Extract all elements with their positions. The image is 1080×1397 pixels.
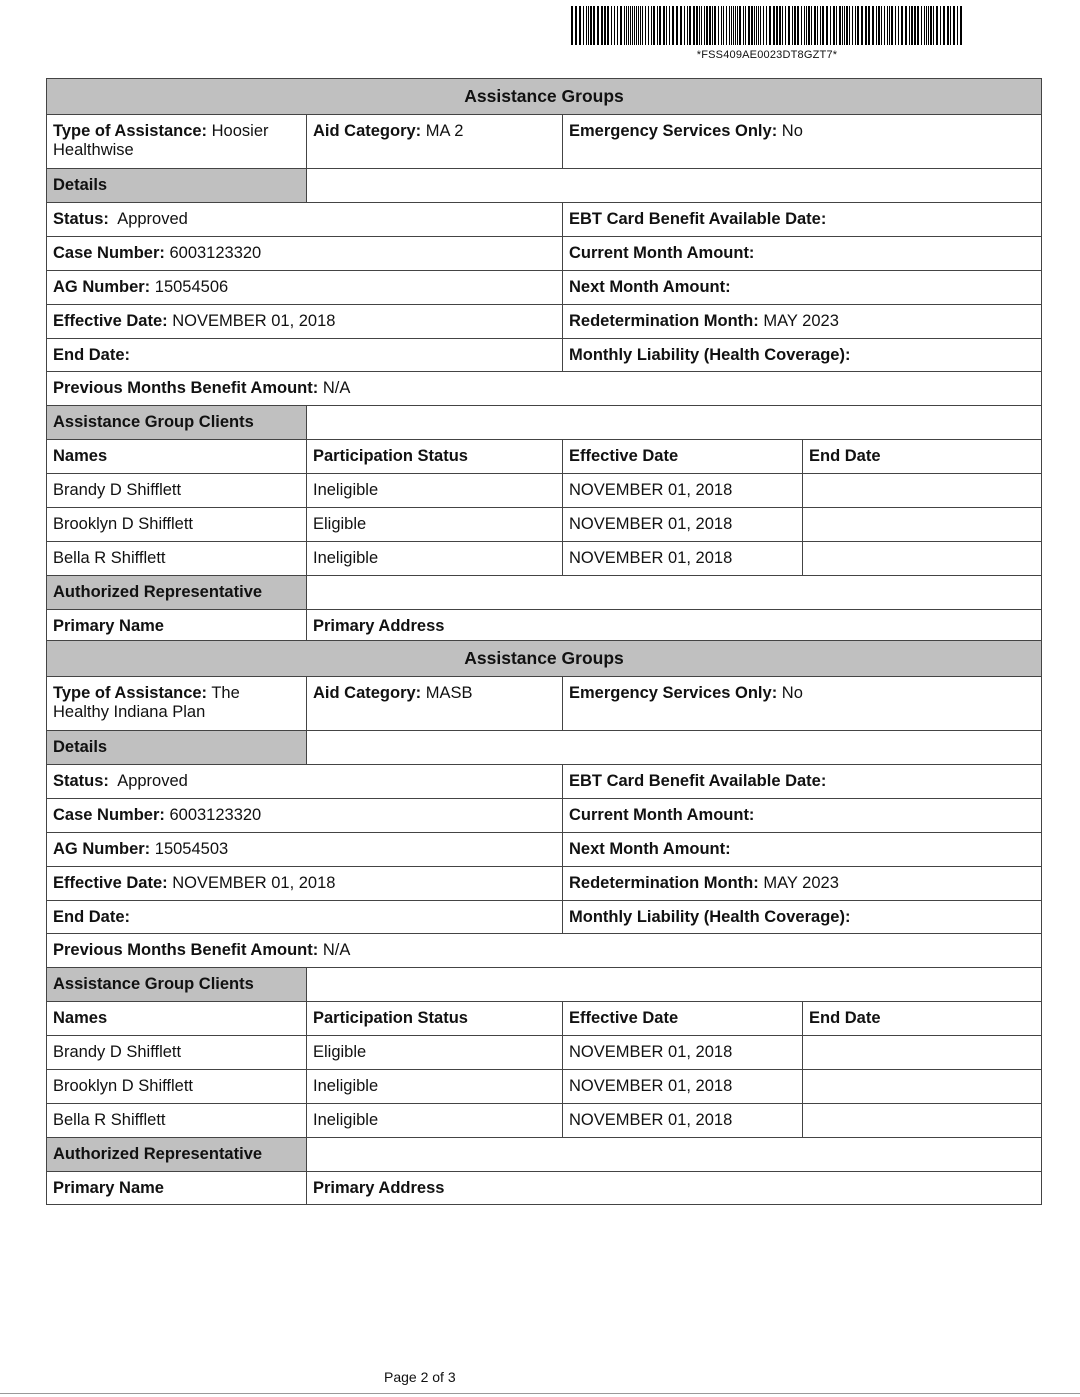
- barcode-bar: [586, 6, 587, 45]
- redetermination-value: MAY 2023: [763, 312, 839, 330]
- barcode-bar: [590, 6, 592, 45]
- barcode-bar: [830, 6, 831, 45]
- case-number-row: [46, 237, 1042, 271]
- barcode-bar: [699, 6, 700, 45]
- barcode-bar: [636, 6, 637, 45]
- next-month-label: Next Month Amount:: [569, 840, 731, 858]
- status-row: [46, 765, 1042, 799]
- barcode-bar: [718, 6, 719, 45]
- ag-number-label: AG Number:: [53, 840, 151, 858]
- barcode-bar: [826, 6, 828, 45]
- client-end: [803, 1036, 1041, 1069]
- barcode-bar: [776, 6, 778, 45]
- barcode-bar: [891, 6, 893, 45]
- barcode-bar: [926, 6, 927, 45]
- barcode-bar: [733, 6, 734, 45]
- redetermination-label: Redetermination Month:: [569, 874, 759, 892]
- monthly-liability-label: Monthly Liability (Health Coverage):: [569, 907, 851, 926]
- emergency-only-cell: [563, 677, 1041, 730]
- client-end: [803, 474, 1041, 507]
- ebt-date-label: EBT Card Benefit Available Date:: [569, 210, 827, 228]
- barcode-bar: [669, 6, 670, 45]
- col-names: Names: [47, 440, 307, 473]
- table-row: [46, 508, 1042, 542]
- barcode-bar: [817, 6, 818, 45]
- end-date-label: End Date:: [53, 907, 131, 926]
- barcode-bar: [739, 6, 741, 45]
- barcode-bar: [933, 6, 934, 45]
- col-end-date: End Date: [809, 1009, 881, 1027]
- barcode-bar: [889, 6, 890, 45]
- clients-label: Assistance Group Clients: [47, 968, 307, 1001]
- barcode-bar: [921, 6, 922, 45]
- barcode-bar: [624, 6, 625, 45]
- auth-rep-label: Authorized Representative: [47, 576, 307, 609]
- current-month-label: Current Month Amount:: [569, 806, 755, 824]
- barcode-bar: [788, 6, 790, 45]
- emergency-only-cell: [563, 115, 1041, 168]
- emergency-only-label: Emergency Services Only:: [569, 122, 778, 140]
- previous-months-row: [46, 372, 1042, 406]
- barcode-bar: [751, 6, 753, 45]
- barcode-bar: [593, 6, 595, 45]
- barcode-bar: [868, 6, 870, 45]
- effective-date-label: Effective Date:: [53, 312, 168, 330]
- barcode-bar: [735, 6, 736, 45]
- barcode-bar: [804, 6, 805, 45]
- barcode-bar: [632, 6, 633, 45]
- barcode-text: *FSS409AE0023DT8GZT7*: [696, 49, 838, 61]
- group-header: Assistance Groups: [464, 86, 624, 106]
- group-header: Assistance Groups: [464, 648, 624, 668]
- previous-months-label: Previous Months Benefit Amount:: [53, 379, 319, 397]
- barcode-bar: [895, 6, 896, 45]
- type-of-assistance-label: Type of Assistance:: [53, 684, 208, 702]
- status-label: Status:: [53, 772, 109, 790]
- ag-number-label: AG Number:: [53, 278, 151, 296]
- barcode-bar: [909, 6, 910, 45]
- barcode-bar: [844, 6, 845, 45]
- primary-name-label: Primary Name: [47, 1172, 307, 1204]
- primary-name-label: Primary Name: [47, 610, 307, 642]
- barcode-bar: [901, 6, 903, 45]
- barcode-bar: [905, 6, 907, 45]
- col-participation-status: Participation Status: [307, 1002, 563, 1035]
- barcode-bar: [957, 6, 958, 45]
- barcode-bar: [898, 6, 899, 45]
- client-end: [803, 1104, 1041, 1137]
- barcode-bar: [943, 6, 945, 45]
- table-row: [46, 1104, 1042, 1138]
- barcode-bar: [628, 6, 629, 45]
- auth-rep-label: Authorized Representative: [47, 1138, 307, 1171]
- barcode-bar: [769, 6, 771, 45]
- barcode-bar: [651, 6, 652, 45]
- barcode-bar: [601, 6, 603, 45]
- barcode-bar: [630, 6, 631, 45]
- barcode-bar: [792, 6, 793, 45]
- col-end-date: End Date: [809, 447, 881, 465]
- ebt-date-label: EBT Card Benefit Available Date:: [569, 772, 827, 790]
- monthly-liability-label: Monthly Liability (Health Coverage):: [569, 345, 851, 364]
- type-of-assistance-value: The Healthy Indiana Plan: [53, 684, 240, 721]
- barcode-bar: [785, 6, 786, 45]
- client-status: Eligible: [307, 1036, 563, 1069]
- barcode-bar: [642, 6, 643, 45]
- previous-months-label: Previous Months Benefit Amount:: [53, 941, 319, 959]
- barcode: [571, 6, 963, 61]
- barcode-bar: [706, 6, 708, 45]
- table-row: [46, 1070, 1042, 1104]
- barcode-bar: [693, 6, 695, 45]
- effective-date-row: [46, 867, 1042, 901]
- aid-category-cell: [307, 677, 563, 730]
- barcode-bar: [924, 6, 925, 45]
- barcode-bar: [597, 6, 599, 45]
- barcode-bar: [928, 6, 929, 45]
- type-of-assistance-label: Type of Assistance:: [53, 122, 208, 140]
- assistance-group-2: [46, 640, 1042, 1205]
- clients-label-row: [46, 968, 1042, 1002]
- aid-category-value: MA 2: [425, 122, 464, 140]
- barcode-bar: [731, 6, 732, 45]
- client-end: [803, 1070, 1041, 1103]
- col-participation-status: Participation Status: [307, 440, 563, 473]
- end-date-row: [46, 901, 1042, 934]
- effective-date-value: NOVEMBER 01, 2018: [172, 312, 336, 330]
- client-status: Ineligible: [307, 1070, 563, 1103]
- barcode-bar: [687, 6, 688, 45]
- client-effective: NOVEMBER 01, 2018: [563, 508, 803, 541]
- emergency-only-value: No: [781, 122, 803, 140]
- barcode-bar: [666, 6, 667, 45]
- aid-category-cell: [307, 115, 563, 168]
- status-row: [46, 203, 1042, 237]
- client-name: Bella R Shifflett: [47, 542, 307, 575]
- client-status: Ineligible: [307, 542, 563, 575]
- barcode-bar: [766, 6, 767, 45]
- barcode-bar: [758, 6, 759, 45]
- primary-row: [46, 610, 1042, 643]
- barcode-bar: [748, 6, 750, 45]
- barcode-bar: [917, 6, 919, 45]
- barcode-bar: [760, 6, 761, 45]
- barcode-bar: [575, 6, 577, 45]
- barcode-bar: [704, 6, 705, 45]
- barcode-bar: [614, 6, 615, 45]
- primary-address-label: Primary Address: [313, 1178, 445, 1197]
- barcode-bar: [729, 6, 730, 45]
- client-name: Brandy D Shifflett: [47, 474, 307, 507]
- ag-number-value: 15054503: [154, 840, 229, 858]
- barcode-bar: [626, 6, 627, 45]
- barcode-bar: [607, 6, 609, 45]
- barcode-bar: [865, 6, 867, 45]
- previous-months-value: N/A: [322, 379, 351, 397]
- status-label: Status:: [53, 210, 109, 228]
- barcode-bar: [849, 6, 850, 45]
- status-value: Approved: [117, 772, 188, 790]
- client-effective: NOVEMBER 01, 2018: [563, 1070, 803, 1103]
- table-row: [46, 1036, 1042, 1070]
- table-row: [46, 542, 1042, 576]
- client-effective: NOVEMBER 01, 2018: [563, 474, 803, 507]
- barcode-bar: [878, 6, 880, 45]
- barcode-bar: [953, 6, 955, 45]
- client-name: Bella R Shifflett: [47, 1104, 307, 1137]
- barcode-bar: [960, 6, 962, 45]
- barcode-bar: [672, 6, 674, 45]
- barcode-bar: [696, 6, 698, 45]
- barcode-bar: [588, 6, 589, 45]
- barcode-bar: [852, 6, 853, 45]
- primary-address-label: Primary Address: [313, 616, 445, 635]
- barcode-bar: [820, 6, 821, 45]
- ag-number-row: [46, 271, 1042, 305]
- previous-months-row: [46, 934, 1042, 968]
- barcode-bar: [721, 6, 722, 45]
- barcode-image: [571, 6, 963, 45]
- table-row: [46, 474, 1042, 508]
- barcode-bar: [653, 6, 655, 45]
- details-label: Details: [47, 731, 307, 764]
- aid-category-label: Aid Category:: [313, 684, 422, 702]
- barcode-bar: [940, 6, 941, 45]
- barcode-bar: [857, 6, 859, 45]
- barcode-bar: [806, 6, 807, 45]
- client-name: Brandy D Shifflett: [47, 1036, 307, 1069]
- barcode-bar: [881, 6, 882, 45]
- barcode-bar: [811, 6, 812, 45]
- barcode-bar: [676, 6, 678, 45]
- barcode-bar: [797, 6, 799, 45]
- barcode-bar: [756, 6, 757, 45]
- barcode-bar: [648, 6, 649, 45]
- effective-date-label: Effective Date:: [53, 874, 168, 892]
- previous-months-value: N/A: [322, 941, 351, 959]
- barcode-bar: [645, 6, 646, 45]
- barcode-bar: [684, 6, 685, 45]
- barcode-bar: [861, 6, 863, 45]
- barcode-bar: [689, 6, 691, 45]
- barcode-bar: [884, 6, 885, 45]
- clients-label-row: [46, 406, 1042, 440]
- type-of-assistance-cell: [47, 115, 307, 168]
- barcode-bar: [709, 6, 711, 45]
- group-header-row: [46, 78, 1042, 115]
- client-effective: NOVEMBER 01, 2018: [563, 1036, 803, 1069]
- page-number: Page 2 of 3: [384, 1369, 456, 1385]
- barcode-bar: [640, 6, 641, 45]
- barcode-bar: [836, 6, 837, 45]
- barcode-bar: [779, 6, 781, 45]
- clients-header-row: [46, 440, 1042, 474]
- current-month-label: Current Month Amount:: [569, 244, 755, 262]
- col-effective-date: Effective Date: [563, 440, 803, 473]
- emergency-only-value: No: [781, 684, 803, 702]
- barcode-bar: [680, 6, 682, 45]
- effective-date-value: NOVEMBER 01, 2018: [172, 874, 336, 892]
- end-date-label: End Date:: [53, 345, 131, 364]
- barcode-bar: [723, 6, 724, 45]
- barcode-bar: [936, 6, 938, 45]
- client-end: [803, 542, 1041, 575]
- barcode-bar: [604, 6, 606, 45]
- barcode-bar: [808, 6, 810, 45]
- barcode-bar: [712, 6, 713, 45]
- barcode-bar: [773, 6, 775, 45]
- details-label: Details: [47, 169, 307, 202]
- client-status: Eligible: [307, 508, 563, 541]
- barcode-bar: [833, 6, 835, 45]
- barcode-bar: [571, 6, 573, 45]
- barcode-bar: [855, 6, 856, 45]
- client-effective: NOVEMBER 01, 2018: [563, 542, 803, 575]
- type-of-assistance-value: Hoosier Healthwise: [53, 122, 269, 159]
- barcode-bar: [782, 6, 783, 45]
- barcode-bar: [914, 6, 916, 45]
- barcode-bar: [743, 6, 744, 45]
- barcode-bar: [745, 6, 746, 45]
- clients-header-row: [46, 1002, 1042, 1036]
- client-end: [803, 508, 1041, 541]
- barcode-bar: [842, 6, 843, 45]
- clients-label: Assistance Group Clients: [47, 406, 307, 439]
- barcode-bar: [876, 6, 877, 45]
- type-of-assistance-cell: [47, 677, 307, 730]
- aid-category-value: MASB: [425, 684, 473, 702]
- barcode-bar: [947, 6, 949, 45]
- status-value: Approved: [117, 210, 188, 228]
- barcode-bar: [794, 6, 796, 45]
- case-number-value: 6003123320: [169, 244, 262, 262]
- barcode-bar: [814, 6, 816, 45]
- barcode-bar: [872, 6, 874, 45]
- end-date-row: [46, 339, 1042, 372]
- next-month-label: Next Month Amount:: [569, 278, 731, 296]
- ag-number-row: [46, 833, 1042, 867]
- barcode-bar: [911, 6, 913, 45]
- barcode-bar: [634, 6, 635, 45]
- barcode-bar: [617, 6, 618, 45]
- client-status: Ineligible: [307, 1104, 563, 1137]
- ag-number-value: 15054506: [154, 278, 229, 296]
- col-effective-date: Effective Date: [563, 1002, 803, 1035]
- case-number-row: [46, 799, 1042, 833]
- redetermination-value: MAY 2023: [763, 874, 839, 892]
- page-bottom-rule: [0, 1393, 1080, 1394]
- assistance-type-row: [46, 677, 1042, 731]
- barcode-bar: [822, 6, 824, 45]
- barcode-bar: [659, 6, 661, 45]
- emergency-only-label: Emergency Services Only:: [569, 684, 778, 702]
- auth-rep-row: [46, 1138, 1042, 1172]
- redetermination-label: Redetermination Month:: [569, 312, 759, 330]
- client-name: Brooklyn D Shifflett: [47, 1070, 307, 1103]
- primary-row: [46, 1172, 1042, 1205]
- barcode-bar: [930, 6, 932, 45]
- barcode-bar: [620, 6, 622, 45]
- case-number-value: 6003123320: [169, 806, 262, 824]
- barcode-bar: [583, 6, 584, 45]
- barcode-bar: [754, 6, 755, 45]
- barcode-bar: [801, 6, 802, 45]
- barcode-bar: [638, 6, 639, 45]
- barcode-bar: [763, 6, 764, 45]
- details-row: [46, 169, 1042, 203]
- barcode-bar: [714, 6, 716, 45]
- aid-category-label: Aid Category:: [313, 122, 422, 140]
- case-number-label: Case Number:: [53, 806, 165, 824]
- barcode-bar: [846, 6, 848, 45]
- client-status: Ineligible: [307, 474, 563, 507]
- barcode-bar: [839, 6, 841, 45]
- barcode-bar: [950, 6, 951, 45]
- effective-date-row: [46, 305, 1042, 339]
- barcode-bar: [726, 6, 727, 45]
- client-effective: NOVEMBER 01, 2018: [563, 1104, 803, 1137]
- barcode-bar: [737, 6, 738, 45]
- assistance-group-1: [46, 78, 1042, 643]
- details-row: [46, 731, 1042, 765]
- barcode-bar: [701, 6, 702, 45]
- barcode-bar: [663, 6, 665, 45]
- barcode-bar: [887, 6, 888, 45]
- auth-rep-row: [46, 576, 1042, 610]
- group-header-row: [46, 640, 1042, 677]
- barcode-bar: [611, 6, 612, 45]
- barcode-bar: [579, 6, 581, 45]
- col-names: Names: [47, 1002, 307, 1035]
- case-number-label: Case Number:: [53, 244, 165, 262]
- client-name: Brooklyn D Shifflett: [47, 508, 307, 541]
- assistance-type-row: [46, 115, 1042, 169]
- barcode-bar: [657, 6, 658, 45]
